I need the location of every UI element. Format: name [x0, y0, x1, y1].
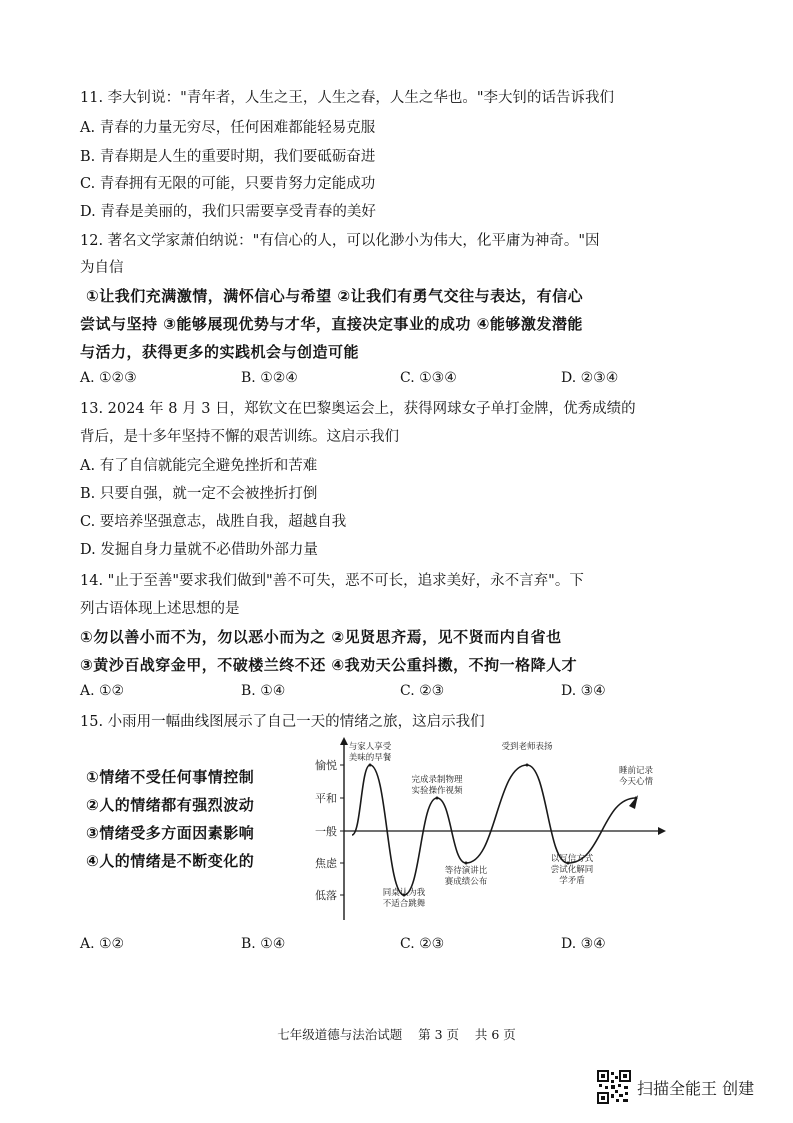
y-axis-arrow — [340, 737, 348, 745]
event-annotation: 等待演讲比 — [444, 866, 488, 876]
q15-statement-1: ①情绪不受任何事情控制 — [86, 768, 255, 786]
y-tick-label: 低落 — [315, 889, 337, 902]
q13-option-a[interactable]: A. 有了自信就能完全避免挫折和苦难 — [80, 458, 318, 474]
emotion-chart-svg — [306, 735, 668, 925]
q12-statement-line-1: ①让我们充满激情，满怀信心与希望 ②让我们有勇气交往与表达，有信心 — [86, 287, 584, 305]
q15-choice-a[interactable]: A. ①② — [80, 936, 125, 952]
q11-option-a[interactable]: A. 青春的力量无穷尽，任何困难都能轻易克服 — [80, 120, 376, 136]
q13-option-b[interactable]: B. 只要自强，就一定不会被挫折打倒 — [80, 486, 318, 502]
q14-choice-d[interactable]: D. ③④ — [561, 683, 606, 699]
q14-statement-line-2: ③黄沙百战穿金甲，不破楼兰终不还 ④我劝天公重抖擞，不拘一格降人才 — [80, 656, 578, 674]
page-footer: 七年级道德与法治试题 第 3 页 共 6 页 — [277, 1027, 516, 1042]
q14-choice-a[interactable]: A. ①② — [80, 683, 125, 699]
event-annotation: 与家人享受 — [348, 742, 392, 752]
event-point — [465, 862, 468, 865]
q14-statement-line-1: ①勿以善小而不为，勿以恶小而为之 ②见贤思齐焉，见不贤而内自省也 — [80, 628, 562, 646]
event-annotation: 赛成绩公布 — [444, 877, 488, 887]
q11-option-b[interactable]: B. 青春期是人生的重要时期，我们要砥砺奋进 — [80, 149, 376, 165]
q12-choice-b[interactable]: B. ①②④ — [241, 370, 298, 386]
q12-choice-a[interactable]: A. ①②③ — [80, 370, 137, 386]
scanner-watermark — [597, 1070, 754, 1104]
q13-stem-line-1: 13. 2024 年 8 月 3 日，郑钦文在巴黎奥运会上，获得网球女子单打金牌，优秀成绩的 — [80, 401, 636, 417]
event-annotation: 今天心情 — [618, 777, 654, 787]
event-annotation: 美味的早餐 — [348, 753, 392, 763]
y-tick-label: 一般 — [315, 825, 337, 838]
event-annotation: 完成录制物理 — [411, 775, 463, 785]
event-annotation: 同桌认为我 — [382, 888, 426, 898]
x-axis-arrow — [658, 827, 666, 835]
event-annotation: 学矛盾 — [559, 876, 585, 886]
q15-choice-d[interactable]: D. ③④ — [561, 936, 606, 952]
y-tick-label: 愉悦 — [315, 759, 337, 772]
q11-stem: 11. 李大钊说："青年者，人生之王，人生之春，人生之华也。"李大钊的话告诉我们 — [80, 90, 615, 106]
q14-choice-c[interactable]: C. ②③ — [400, 683, 445, 699]
q15-choice-b[interactable]: B. ①④ — [241, 936, 286, 952]
q15-statement-2: ②人的情绪都有强烈波动 — [86, 796, 255, 814]
q15-stem: 15. 小雨用一幅曲线图展示了自己一天的情绪之旅，这启示我们 — [80, 714, 485, 730]
y-tick-label: 平和 — [315, 792, 337, 805]
q13-stem-line-2: 背后，是十多年坚持不懈的艰苦训练。这启示我们 — [80, 429, 399, 445]
q14-choice-b[interactable]: B. ①④ — [241, 683, 286, 699]
event-annotation: 尝试化解同 — [550, 865, 594, 875]
q15-statement-4: ④人的情绪是不断变化的 — [86, 852, 255, 870]
event-annotation: 受到老师表扬 — [501, 742, 553, 752]
q15-choice-c[interactable]: C. ②③ — [400, 936, 445, 952]
q15-statement-3: ③情绪受多方面因素影响 — [86, 824, 255, 842]
q12-statement-line-2: 尝试与坚持 ③能够展现优势与才华，直接决定事业的成功 ④能够激发潜能 — [80, 315, 583, 333]
qr-code-icon — [597, 1070, 631, 1104]
event-annotation: 不适合跳舞 — [382, 899, 426, 909]
q11-option-c[interactable]: C. 青春拥有无限的可能，只要肯努力定能成功 — [80, 176, 376, 192]
q12-choice-d[interactable]: D. ②③④ — [561, 370, 619, 386]
q14-stem-line-1: 14. "止于至善"要求我们做到"善不可失，恶不可长，追求美好，永不言弃"。下 — [80, 573, 584, 589]
event-point — [526, 764, 529, 767]
event-annotation: 以写信方式 — [550, 854, 594, 864]
q12-choice-c[interactable]: C. ①③④ — [400, 370, 457, 386]
event-point — [436, 797, 439, 800]
q12-stem-line-2: 为自信 — [80, 260, 124, 276]
y-tick-label: 焦虑 — [315, 857, 337, 870]
q12-stem-line-1: 12. 著名文学家萧伯纳说："有信心的人，可以化渺小为伟大，化平庸为神奇。"因 — [80, 233, 600, 249]
q12-statement-line-3: 与活力，获得更多的实践机会与创造可能 — [80, 343, 360, 361]
event-point — [369, 764, 372, 767]
q13-option-c[interactable]: C. 要培养坚强意志，战胜自我，超越自我 — [80, 514, 347, 530]
event-annotation: 实验操作视频 — [411, 786, 463, 796]
watermark-text: 扫描全能王 创建 — [637, 1078, 755, 1098]
q13-option-d[interactable]: D. 发掘自身力量就不必借助外部力量 — [80, 542, 318, 558]
q14-stem-line-2: 列古语体现上述思想的是 — [80, 601, 240, 617]
event-point — [635, 797, 638, 800]
event-annotation: 睡前记录 — [618, 766, 654, 776]
emotion-chart — [306, 735, 668, 929]
emotion-curve — [352, 765, 636, 895]
q11-option-d[interactable]: D. 青春是美丽的，我们只需要享受青春的美好 — [80, 204, 376, 220]
